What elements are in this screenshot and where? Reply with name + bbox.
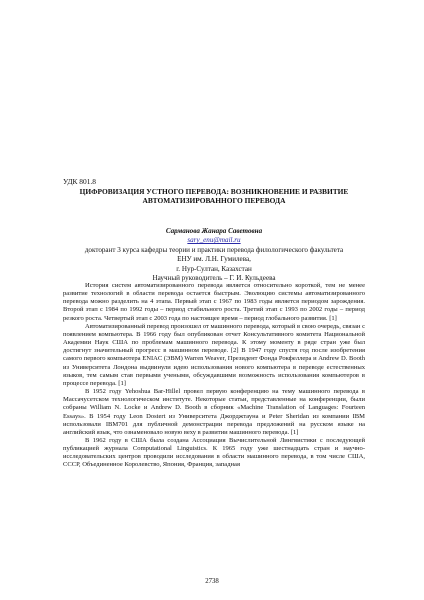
- body-paragraph: В 1952 году Yehoshua Bar-Hillel провел первую конференцию на тему машинного перевода в Массачусетском технологическом институте. Некоторые статьи, представленные на конференции, были собраны William N. Locke и Andrew D. Booth в сборник «Machine Translation of Languages: Fourteen Essays». В 1954 году Leon Dostert из Университета Джорджтауна и Peter Sheridan из компании IBM использовали IBM701 для публичной демонстрации перевода предложений на русском языке на английский язык, что ознаменовало новую веху в развитии машинного перевода. [1]: [63, 388, 365, 436]
- author-block: [63, 227, 365, 283]
- body-paragraph: В 1962 году в США была создана Ассоциация Вычислительной Лингвистики с последующей публикацией журнала Computational Linguistics. К 1965 году уже шестнадцать стран и научно-исследовательских центров проводили исследования в области машинного перевода, в том числе США, СССР, Объединенное Королевство, Япония, Франция, западная: [63, 436, 365, 469]
- author-city: г. Нур-Султан, Казахстан: [176, 264, 252, 273]
- body-paragraph: История систем автоматизированного перевода является относительно короткой, тем не менее развитие технологий в области перевода остается быстрым. Эволюцию системы автоматизированного перевода можно разделить на 4 этапа. Первый этап с 1967 по 1983 годы является периодом зарождения. Второй этап с 1984 по 1992 годы – период стабильного роста. Третий этап с 1993 по 2002 годы – период резкого роста. Четвертый этап с 2003 года по настоящее время – период глобального развития. [1]: [63, 282, 365, 322]
- article-title: ЦИФРОВИЗАЦИЯ УСТНОГО ПЕРЕВОДА: ВОЗНИКНОВЕНИЕ И РАЗВИТИЕ АВТОМАТИЗИРОВАННОГО ПЕРЕВОДА: [79, 187, 349, 206]
- author-email-link[interactable]: sary_enu@mail.ru: [187, 236, 241, 245]
- udk-code: УДК 801.8: [63, 177, 96, 186]
- scientific-supervisor: Научный руководитель – Г. И. Кульдеева: [152, 274, 276, 283]
- body-paragraph: Автоматизированный перевод произошел от машинного перевода, который в свою очередь, связан с появлением компьютера. В 1966 году был опубликован отчет Консультативного комитета Национальной Академии Наук США по проблемам машинного перевода. К этому моменту в ряде стран уже был достигнут значительный прогресс в машинном переводе. [2] В 1947 году спустя год после изобретения самого первого компьютера ENIAC (ЭВМ) Warren Weaver, Президент Фонда Рокфеллера и Andrew D. Booth из Университета Лондона выдвинули идею использования нового компьютера в переводе естественных языков, тем самым став первыми учеными, обсуждавшими возможность использования компьютеров в процессе перевода. [1]: [63, 322, 365, 387]
- author-position: докторант 3 курса кафедры теории и практики перевода филологического факультета: [84, 245, 344, 254]
- article-body: [63, 282, 365, 470]
- page-number: 2738: [205, 578, 219, 585]
- author-university: ЕНУ им. Л.Н. Гумилева,: [177, 255, 251, 264]
- author-name: Сарманова Жанара Саветовна: [165, 227, 263, 235]
